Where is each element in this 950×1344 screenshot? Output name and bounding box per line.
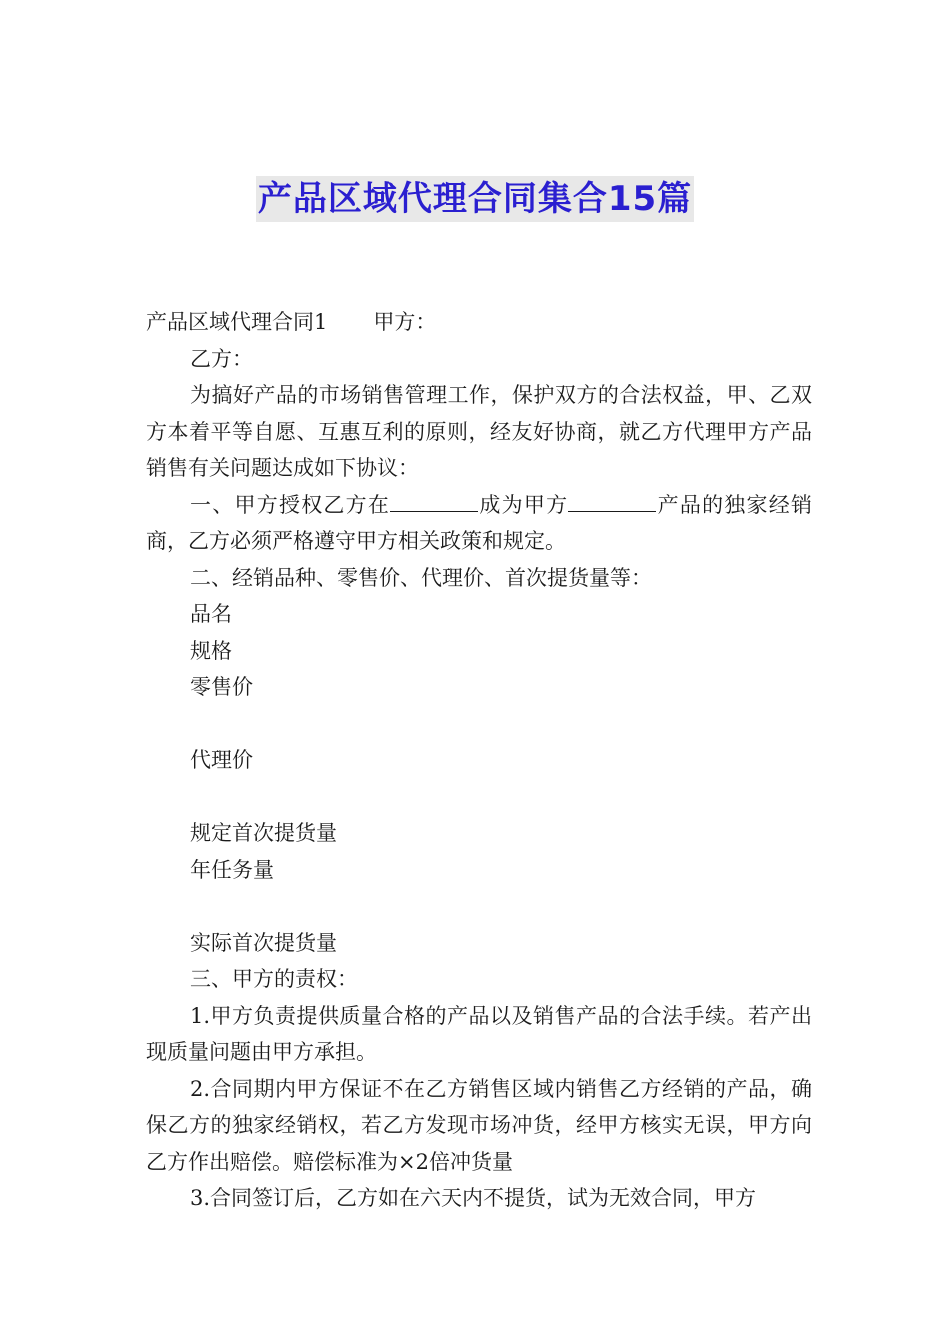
contract-number-label: 产品区域代理合同1 [146,310,328,334]
field-annual-target: 年任务量 [190,857,274,882]
clause-1-text-b: 成为甲方 [478,492,569,517]
item-2-paragraph [146,1071,812,1181]
clause-3-heading: 三、甲方的责权： [190,967,358,991]
field-product-name: 品名 [190,602,232,626]
clause-2-heading: 二、经销品种、零售价、代理价、首次提货量等： [190,565,652,590]
document-body [146,304,812,1217]
document-title: 产品区域代理合同集合15篇 [256,176,694,222]
clause-1-paragraph [146,487,812,560]
clause-1-text-c: 产品的独家经销商，乙方必须严格遵守甲方相关政策和规定。 [146,492,813,553]
contract-heading-line [146,304,812,341]
item-1-paragraph [146,998,812,1071]
blank-region [390,489,478,512]
field-first-order: 规定首次提货量 [190,821,337,845]
item-3-text: 3.合同签订后，乙方如在六天内不提货，试为无效合同，甲方 [190,1186,757,1210]
intro-paragraph [146,377,812,487]
field-actual-first-order: 实际首次提货量 [190,930,337,955]
item-2-text: 2.合同期内甲方保证不在乙方销售区域内销售乙方经销的产品，确保乙方的独家经销权，若乙方发现市场冲货，经甲方核实无误，甲方向乙方作出赔偿。赔偿标准为×2倍冲货量 [146,1076,812,1174]
item-3-paragraph [146,1180,812,1217]
clause-1-text-a: 一、甲方授权乙方在 [190,492,391,517]
field-spec: 规格 [190,638,232,663]
item-1-text: 1.甲方负责提供质量合格的产品以及销售产品的合法手续。若产出现质量问题由甲方承担。 [146,1003,812,1064]
blank-product [568,489,656,512]
field-agent-price: 代理价 [190,748,253,772]
party-b-label: 乙方： [190,346,253,371]
party-a-label: 甲方： [373,310,437,334]
field-retail-price: 零售价 [190,675,253,699]
intro-text: 为搞好产品的市场销售管理工作，保护双方的合法权益，甲、乙双方本着平等自愿、互惠互利的原则，经友好协商，就乙方代理甲方产品销售有关问题达成如下协议： [146,383,812,480]
